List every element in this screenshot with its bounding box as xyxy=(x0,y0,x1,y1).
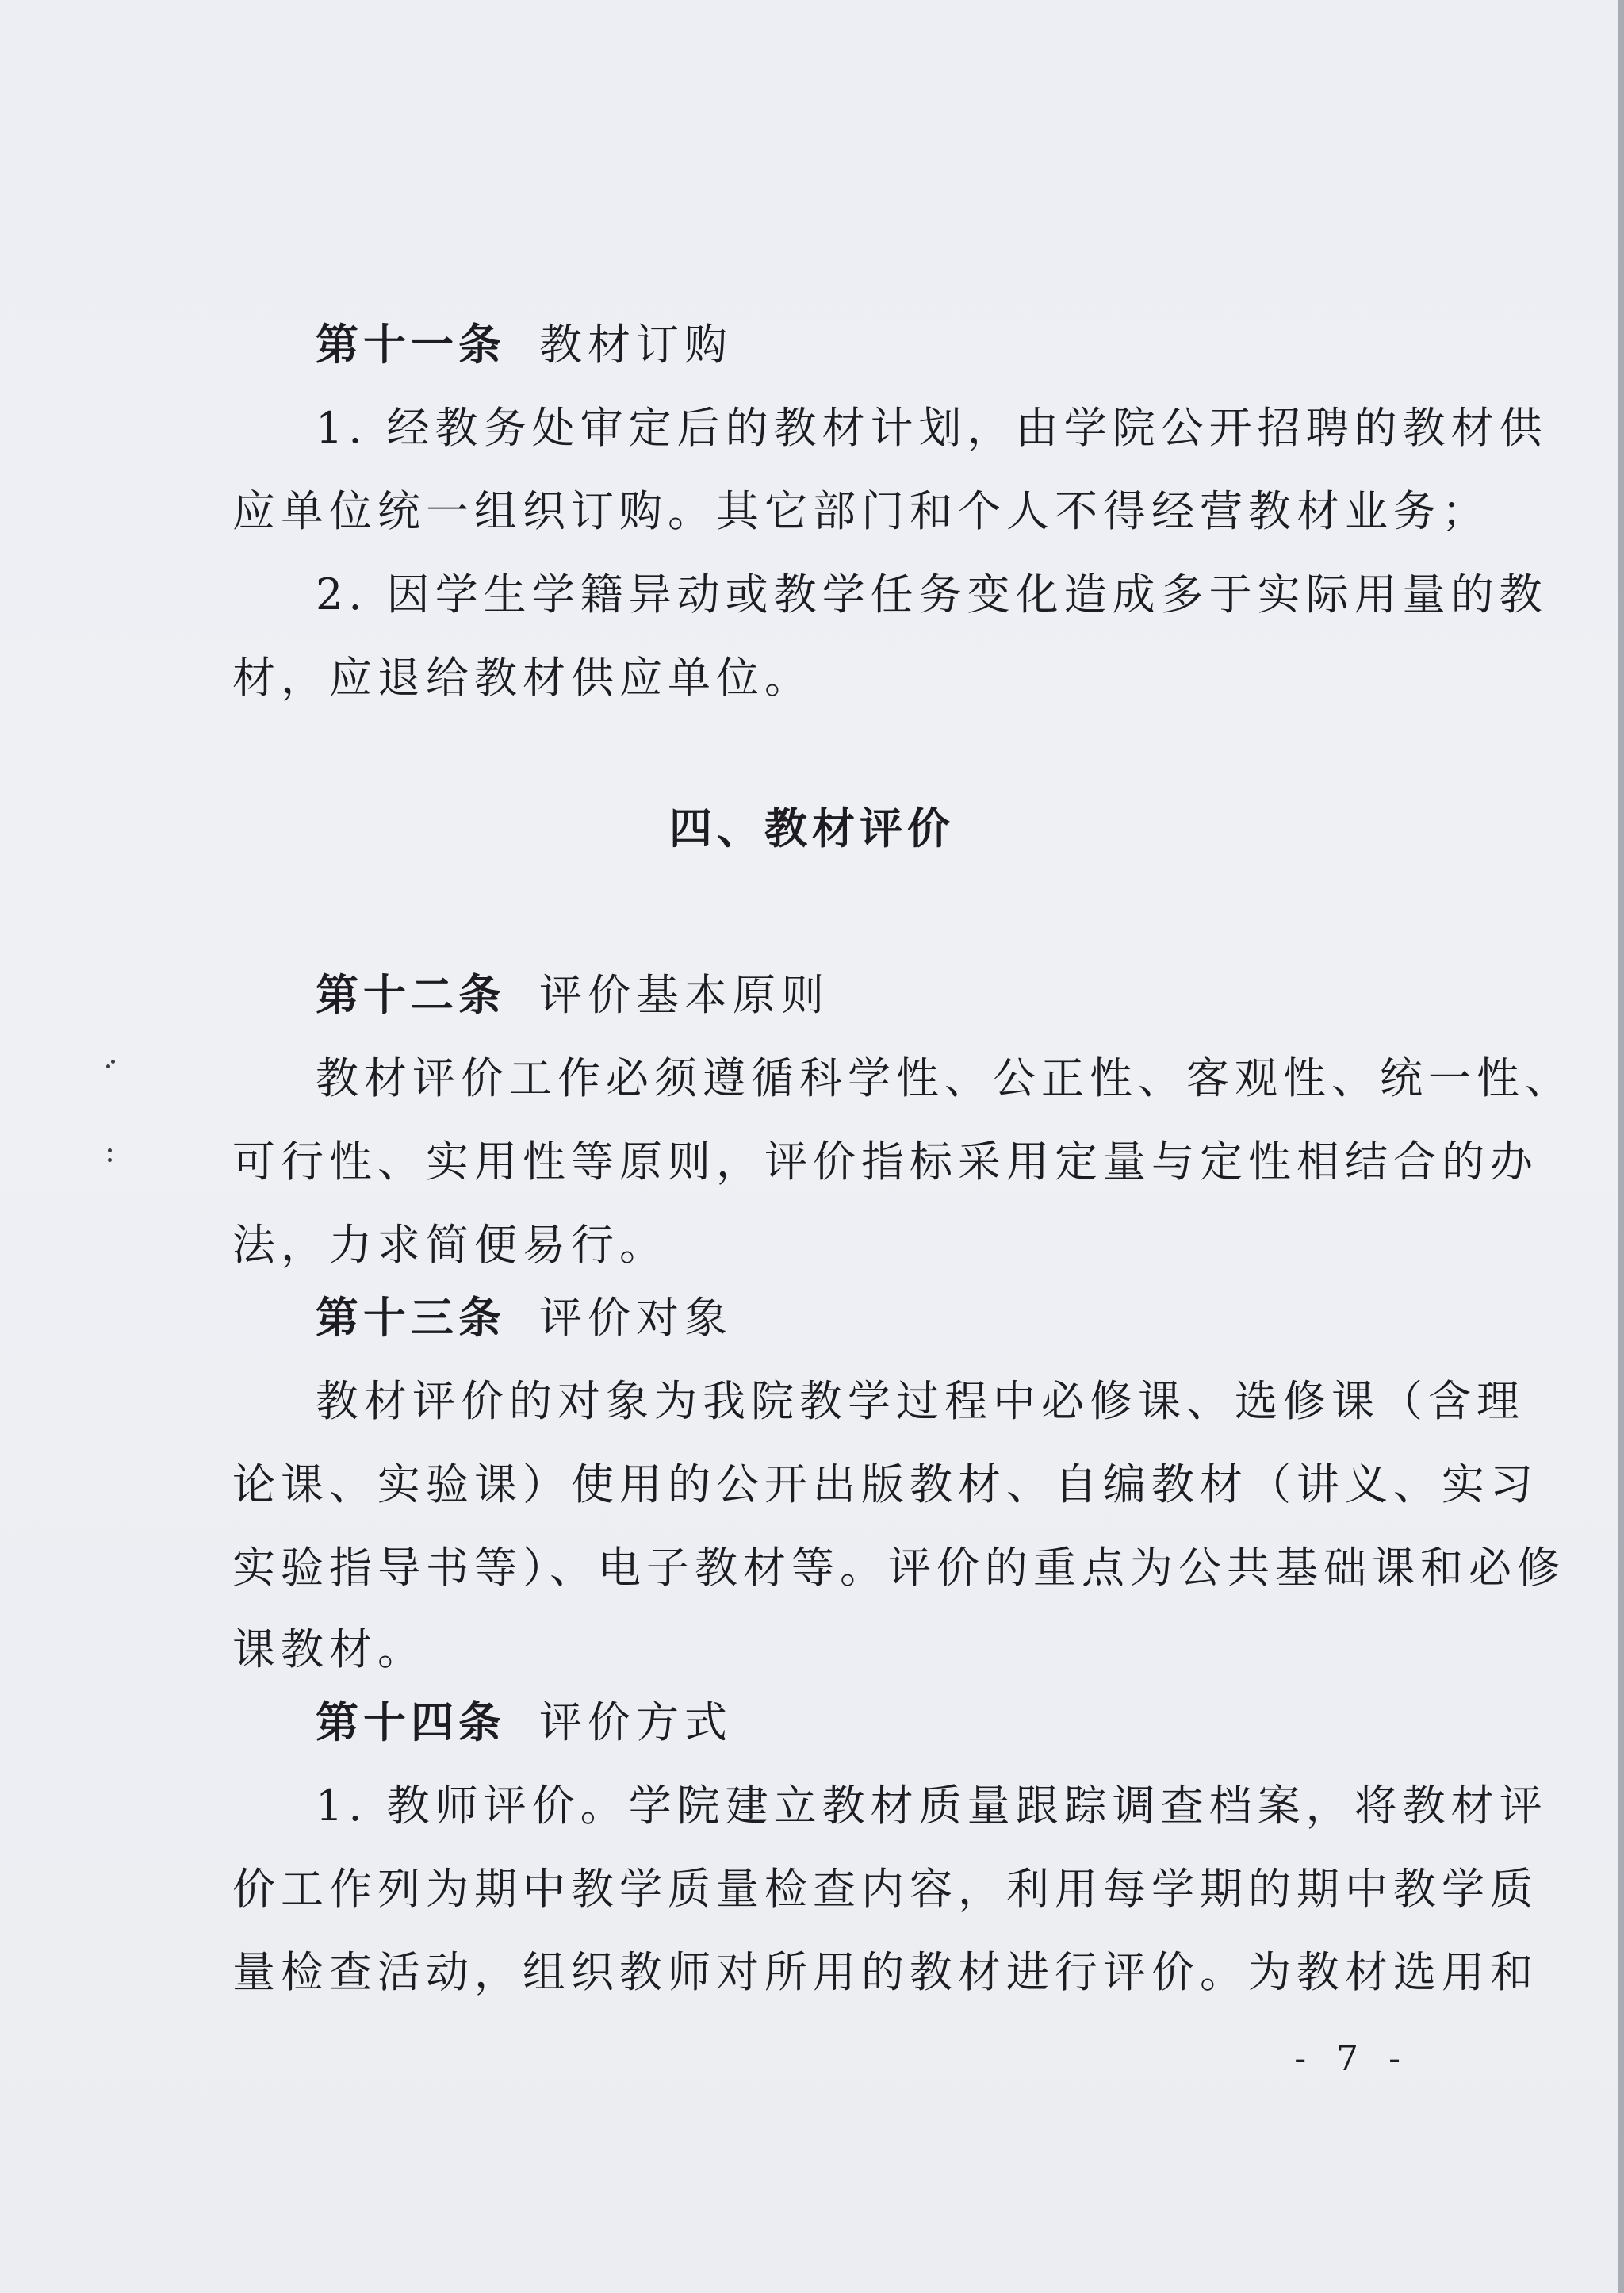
article-14-line-1: 1. 教师评价。学院建立教材质量跟踪调查档案，将教材评 xyxy=(316,1781,1548,1831)
article-14-line-3: 量检查活动，组织教师对所用的教材进行评价。为教材选用和 xyxy=(232,1947,1538,1997)
article-12-title: 评价基本原则 xyxy=(539,970,829,1020)
article-14-title: 评价方式 xyxy=(539,1697,733,1747)
article-13-number: 第十三条 xyxy=(316,1293,506,1343)
article-14-line-2: 价工作列为期中教学质量检查内容，利用每学期的期中教学质 xyxy=(232,1864,1538,1914)
article-13-heading xyxy=(316,1279,1414,1358)
margin-specks xyxy=(103,1055,119,1174)
page-edge-shadow xyxy=(1618,0,1624,2293)
page-number: - 7 - xyxy=(1294,2038,1410,2079)
article-14-heading xyxy=(316,1683,1414,1762)
article-11-line-3: 2. 因学生学籍异动或教学任务变化造成多于实际用量的教 xyxy=(316,569,1548,619)
article-13-line-3: 实验指导书等）、电子教材等。评价的重点为公共基础课和必修 xyxy=(232,1543,1565,1593)
article-11-line-1: 1. 经教务处审定后的教材计划，由学院公开招聘的教材供 xyxy=(316,403,1548,453)
article-11-title: 教材订购 xyxy=(539,320,733,370)
article-11-number: 第十一条 xyxy=(316,320,506,370)
section-heading: 四、教材评价 xyxy=(669,803,955,853)
article-12-heading xyxy=(316,956,1414,1035)
article-11-line-4: 材，应退给教材供应单位。 xyxy=(232,653,813,703)
article-14-number: 第十四条 xyxy=(316,1697,506,1747)
article-12-number: 第十二条 xyxy=(316,970,506,1020)
article-12-line-3: 法，力求简便易行。 xyxy=(232,1220,668,1270)
article-11-line-2: 应单位统一组织订购。其它部门和个人不得经营教材业务； xyxy=(232,486,1490,536)
article-13-line-4: 课教材。 xyxy=(232,1624,426,1674)
article-12-line-1: 教材评价工作必须遵循科学性、公正性、客观性、统一性、 xyxy=(316,1053,1573,1103)
article-12-line-2: 可行性、实用性等原则，评价指标采用定量与定性相结合的办 xyxy=(232,1137,1538,1187)
article-13-title: 评价对象 xyxy=(539,1293,733,1343)
article-11-heading xyxy=(316,305,1414,385)
article-13-line-1: 教材评价的对象为我院教学过程中必修课、选修课（含理 xyxy=(316,1376,1525,1426)
article-13-line-2: 论课、实验课）使用的公开出版教材、自编教材（讲义、实习 xyxy=(232,1459,1538,1509)
